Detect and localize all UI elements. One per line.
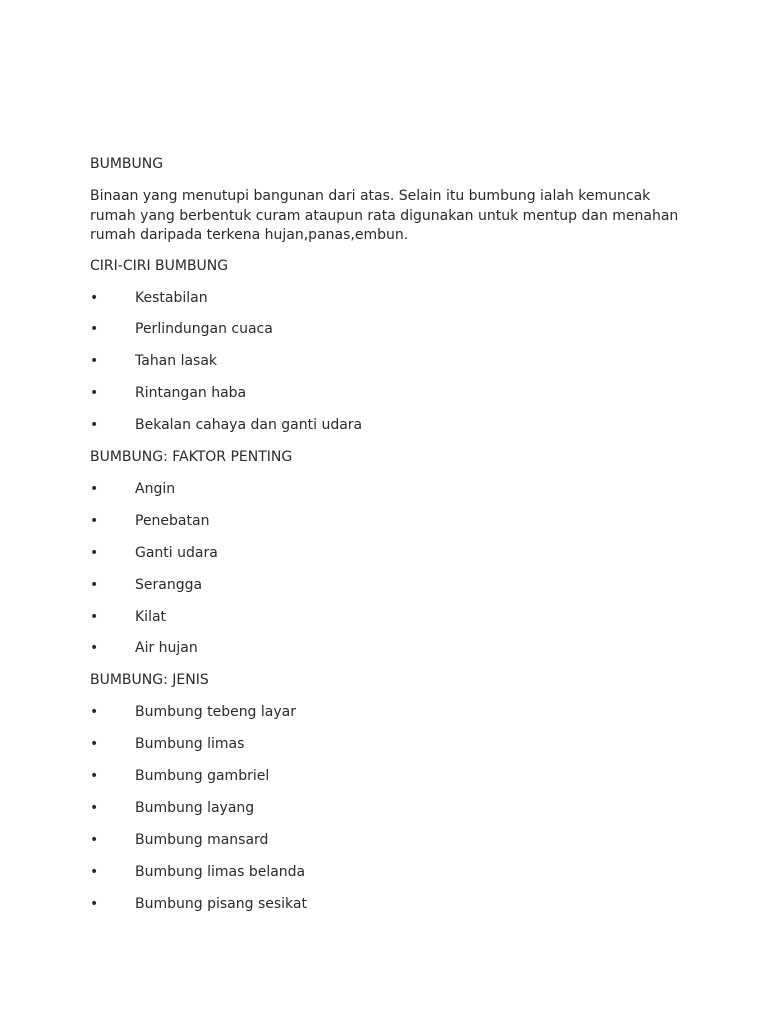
- bullet-icon: •: [90, 353, 99, 370]
- bullet-icon: •: [90, 512, 99, 529]
- document-page: [90, 155, 690, 927]
- bullet-icon: •: [90, 736, 99, 753]
- list-item: [90, 416, 690, 435]
- bullet-list: [90, 480, 690, 658]
- list-item-text: Bumbung limas belanda: [135, 863, 306, 880]
- list-item: [90, 639, 690, 658]
- bullet-icon: •: [90, 544, 99, 561]
- section-types: [90, 671, 690, 913]
- bullet-icon: •: [90, 417, 99, 434]
- list-item-text: Ganti udara: [135, 544, 218, 561]
- list-item: [90, 352, 690, 371]
- list-item-text: Perlindungan cuaca: [135, 321, 273, 338]
- list-item: [90, 480, 690, 499]
- section-heading: BUMBUNG: JENIS: [90, 672, 209, 689]
- section-heading: CIRI-CIRI BUMBUNG: [90, 257, 229, 274]
- bullet-list: [90, 289, 690, 436]
- list-item-text: Kilat: [135, 608, 167, 625]
- bullet-icon: •: [90, 895, 99, 912]
- list-item: [90, 895, 690, 914]
- list-item: [90, 320, 690, 339]
- list-item-text: Bumbung limas: [135, 736, 245, 753]
- list-item: [90, 703, 690, 722]
- list-item-text: Air hujan: [135, 640, 198, 657]
- section-important-factors: [90, 448, 690, 658]
- list-item: [90, 608, 690, 627]
- document-title: BUMBUNG: [90, 156, 164, 172]
- list-item-text: Tahan lasak: [135, 353, 218, 370]
- list-item-text: Bekalan cahaya dan ganti udara: [135, 417, 363, 434]
- bullet-icon: •: [90, 608, 99, 625]
- list-item-text: Penebatan: [135, 512, 210, 529]
- list-item: [90, 735, 690, 754]
- bullet-icon: •: [90, 640, 99, 657]
- list-item: [90, 289, 690, 308]
- bullet-icon: •: [90, 576, 99, 593]
- list-item-text: Bumbung tebeng layar: [135, 704, 296, 721]
- list-item: [90, 384, 690, 403]
- bullet-icon: •: [90, 799, 99, 816]
- bullet-icon: •: [90, 385, 99, 402]
- list-item-text: Kestabilan: [135, 289, 208, 306]
- intro-paragraph: Binaan yang menutupi bangunan dari atas. Selain itu bumbung ialah kemuncak rumah yang berbentuk curam ataupun rata digunakan untuk mentup dan menahan rumah daripada terkena hujan,panas,embun.: [90, 188, 679, 243]
- list-item-text: Rintangan haba: [135, 385, 247, 402]
- list-item: [90, 799, 690, 818]
- bullet-icon: •: [90, 768, 99, 785]
- list-item: [90, 831, 690, 850]
- list-item-text: Angin: [135, 480, 176, 497]
- list-item-text: Bumbung layang: [135, 799, 255, 816]
- bullet-icon: •: [90, 831, 99, 848]
- list-item-text: Bumbung gambriel: [135, 768, 270, 785]
- list-item-text: Bumbung pisang sesikat: [135, 895, 307, 912]
- bullet-icon: •: [90, 704, 99, 721]
- bullet-list: [90, 703, 690, 913]
- list-item-text: Serangga: [135, 576, 203, 593]
- list-item: [90, 863, 690, 882]
- list-item: [90, 576, 690, 595]
- list-item: [90, 544, 690, 563]
- list-item: [90, 512, 690, 531]
- bullet-icon: •: [90, 289, 99, 306]
- bullet-icon: •: [90, 480, 99, 497]
- bullet-icon: •: [90, 321, 99, 338]
- bullet-icon: •: [90, 863, 99, 880]
- list-item: [90, 767, 690, 786]
- section-heading: BUMBUNG: FAKTOR PENTING: [90, 448, 293, 465]
- section-characteristics: [90, 257, 690, 436]
- list-item-text: Bumbung mansard: [135, 831, 269, 848]
